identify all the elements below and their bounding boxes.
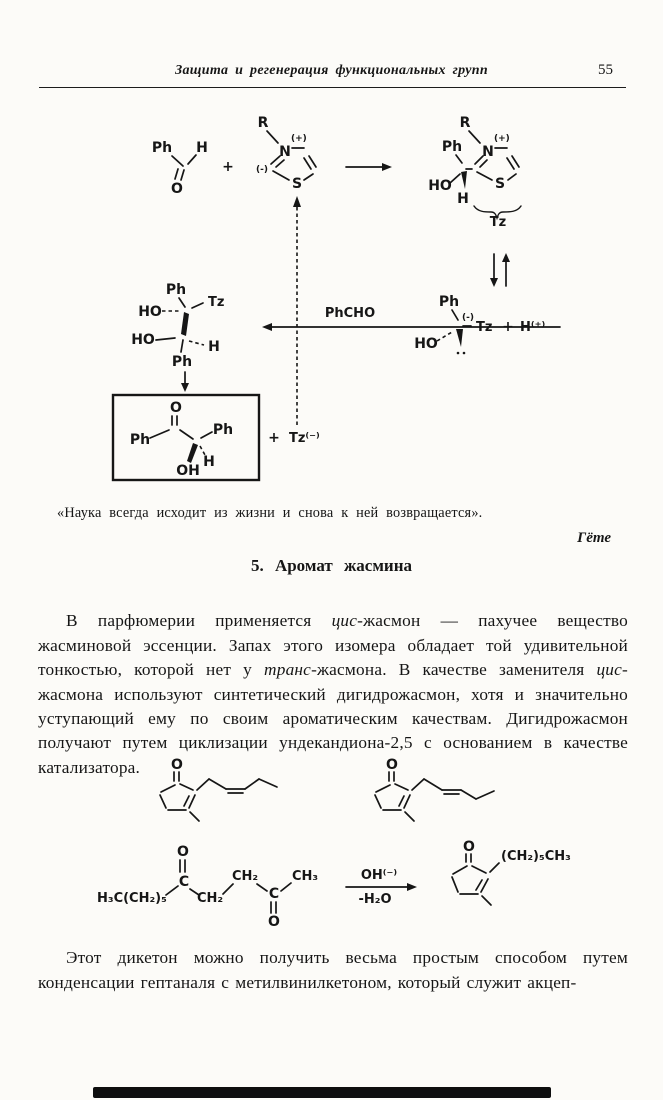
plus-charge: (+) [291,134,307,144]
plus-sign: + [502,319,514,335]
s-label: S [494,176,506,192]
ph-right-label: Ph [212,422,234,438]
cyclization-scheme [0,840,663,935]
reagent-label: OH⁽⁻⁾ [360,868,398,883]
oh-label: OH [176,463,200,479]
o-label: O [386,757,398,773]
benzoin-product-box [113,395,259,480]
forward-reaction-arrow [346,163,392,171]
minus-charge: (-) [256,165,268,175]
ho-label: HO [428,178,452,194]
carbanion-structure [414,294,545,354]
jasmone-structures [0,752,663,842]
r-label: R [257,115,269,131]
plus-sign: + [222,159,234,175]
r-label: R [459,115,471,131]
h-label: H [203,454,215,470]
ch2-label: CH₂ [196,891,224,906]
c-label: C [178,874,190,890]
ph-left-label: Ph [129,432,151,448]
h-label: H [457,191,469,207]
plus-sign: + [268,430,280,446]
o-label: O [171,181,183,197]
benzoin-condensation-scheme [0,110,663,490]
text-segment: -жасмона используют синтетический дигидрожасмон, хотя и значительно уступающий ему по своим ароматическим качествам. Дигидрожасмон получают путем циклизации ундекандиона-2,5 с основанием в качестве катализатора. [38,660,628,777]
ph-top-label: Ph [165,282,187,298]
h-label: H [196,140,208,156]
cyclization-arrow [346,868,417,907]
dihydrojasmone-structure [452,840,571,905]
ph-label: Ph [438,294,460,310]
c-label: C [268,886,280,902]
tz-anion-label: Tz⁽⁻⁾ [289,431,320,446]
running-head-title: Защита и регенерация функциональных групп [175,63,488,78]
chain-label: H₃C(CH₂)₅ [97,891,167,906]
ho-bottom-label: HO [131,332,155,348]
benzaldehyde-structure [152,140,208,197]
plus-charge: (+) [494,134,510,144]
o-label: O [171,757,183,773]
header-rule [39,87,626,88]
scan-edge-shadow [93,1087,551,1098]
ph-label: Ph [441,139,463,155]
down-arrow [181,372,189,392]
side-chain-label: (CH₂)₅CH₃ [501,849,571,864]
ph-label: Ph [151,140,173,156]
phcho-arrow [262,306,560,331]
text-segment: -жасмона. В качестве заменителя [311,660,597,680]
ch3-label: CH₃ [291,869,319,884]
text-segment: -жасмон — пахучее вещество жасминовой эссенции. Запах этого изомера обладает той удивительной тонкостью, которой нет у [38,611,628,680]
tz-label: Tz [489,215,507,230]
o-label: O [177,844,189,860]
h-plus-label: H⁽⁺⁾ [520,320,546,335]
text-segment-italic: цис [331,611,358,631]
n-label: N [482,144,494,160]
text-segment-italic: транс [264,660,312,680]
n-label: N [279,144,291,160]
phcho-label: PhCHO [324,306,376,321]
ho-top-label: HO [138,304,162,320]
text-segment: В парфюмерии применяется [66,611,332,631]
trans-jasmone-structure [375,757,494,821]
tz-label: Tz [208,295,225,310]
tz-label: Tz [476,320,493,335]
epigraph-attribution: Гёте [577,530,611,546]
equilibrium-arrows [490,253,510,287]
closing-paragraph: Этот дикетон можно получить весьма простым способом путем конденсации гептаналя с метилвинилкетоном, который служит акцеп- [38,948,628,992]
text-segment-italic: цис [596,660,623,680]
thiazolium-ylide-structure [256,115,316,192]
ch2-label: CH₂ [231,869,259,884]
section-heading: 5. Аромат жасмина [250,556,413,575]
cis-jasmone-structure [160,757,277,821]
o-label: O [268,914,280,930]
page-number: 55 [598,62,613,78]
undecanedione-structure [97,844,318,930]
ph-bottom-label: Ph [171,354,193,370]
minus-charge: (-) [462,313,474,323]
s-label: S [291,176,303,192]
thiazolium-adduct-structure [428,115,521,230]
byproduct-label: -H₂O [358,892,392,907]
o-label: O [463,840,475,855]
o-label: O [170,400,182,416]
dashed-recycle-arrow [293,196,301,425]
diol-adduct-structure [131,282,224,370]
h-label: H [208,339,220,355]
ho-label: HO [414,336,438,352]
epigraph: «Наука всегда исходит из жизни и снова к ней возвращается». [57,505,483,521]
